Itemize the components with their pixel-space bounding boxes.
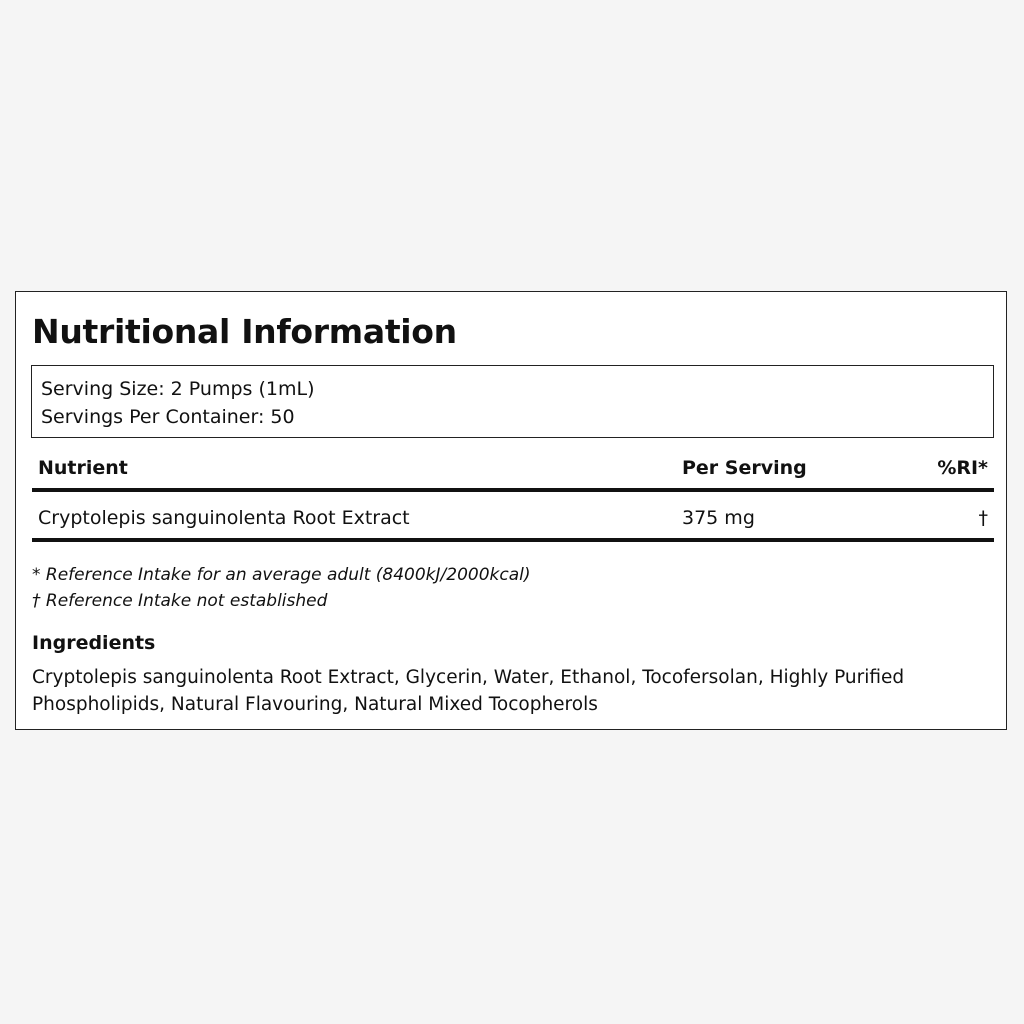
serving-size: Serving Size: 2 Pumps (1mL): [41, 378, 315, 400]
footnotes: [32, 562, 531, 614]
nutrient-table: [32, 454, 994, 542]
ingredients-heading: Ingredients: [32, 632, 156, 654]
footnote-reference-intake: * Reference Intake for an average adult (8400kJ/2000kcal): [32, 565, 531, 585]
header-nutrient: Nutrient: [38, 457, 128, 479]
nutrition-panel: [15, 291, 1007, 730]
table-row: [32, 492, 994, 542]
row-nutrient: Cryptolepis sanguinolenta Root Extract: [38, 507, 410, 529]
table-header: [32, 454, 994, 492]
row-ri: †: [978, 507, 988, 529]
servings-per-container: Servings Per Container: 50: [41, 406, 295, 428]
ingredients-text: Cryptolepis sanguinolenta Root Extract, Glycerin, Water, Ethanol, Tocofersolan, Highly Purified Phospholipids, Natural Flavouring, Natural Mixed Tocopherols: [32, 667, 905, 715]
footnote-not-established: † Reference Intake not established: [32, 591, 328, 611]
panel-title: Nutritional Information: [32, 312, 457, 351]
header-ri: %RI*: [937, 457, 988, 479]
row-per-serving: 375 mg: [682, 507, 755, 529]
header-per-serving: Per Serving: [682, 457, 807, 479]
serving-info-box: [31, 365, 994, 438]
